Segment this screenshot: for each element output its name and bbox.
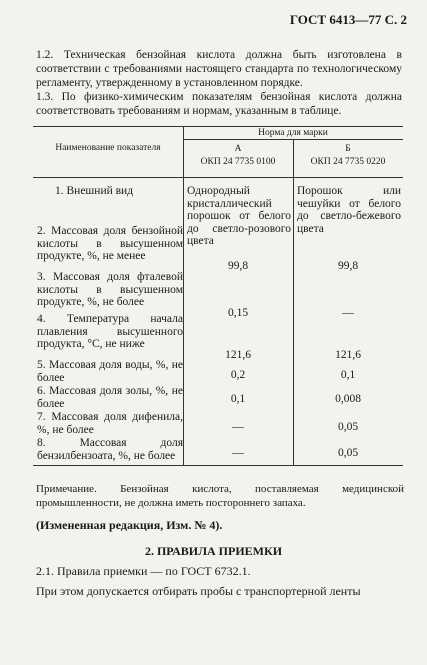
row-value-b: 0,05	[337, 421, 359, 433]
amendment-note: (Измененная редакция, Изм. № 4).	[36, 518, 223, 532]
row-value-b: 0,008	[335, 393, 361, 405]
row-name: 1. Внешний вид	[55, 185, 134, 197]
column-header-name: Наименование показателя	[55, 143, 161, 153]
properties-table	[33, 126, 403, 466]
table-note: Примечание. Бензойная кислота, поставляемая медицинской промышленности, не должна иметь постороннего запаха.	[36, 483, 404, 509]
row-name: 3. Массовая доля фталевой кислоты в высушенном продукте, %, не более	[37, 271, 183, 308]
row-name: 5. Массовая доля воды, %, не более	[37, 359, 183, 384]
grade-b-label: Б	[345, 144, 351, 154]
grade-a-okp: ОКП 24 7735 0100	[200, 157, 276, 167]
row-value-b: 121,6	[335, 349, 361, 361]
page-header: ГОСТ 6413—77 С. 2	[289, 12, 407, 27]
row-value-a: Однородный кристаллический порошок от белого до светло-розового цвета	[187, 185, 291, 247]
row-value-a: 121,6	[225, 349, 251, 361]
row-value-b: —	[342, 307, 354, 319]
row-value-a: 99,8	[227, 260, 249, 272]
grade-b-okp: ОКП 24 7735 0220	[310, 157, 386, 167]
grade-a-label: А	[234, 144, 242, 154]
row-name: 2. Массовая доля бензойной кислоты в высушенном продукте, %, не менее	[37, 225, 183, 262]
row-value-b: 0,05	[337, 447, 359, 459]
row-name: 8. Массовая доля бензилбензоата, %, не более	[37, 437, 183, 462]
row-name: 7. Массовая доля дифенила, %, не более	[37, 411, 183, 436]
row-value-a: 0,1	[230, 393, 246, 405]
row-name: 4. Температура начала плавления высушенного продукта, °С, не ниже	[37, 313, 183, 350]
paragraph-2-1-continued: При этом допускается отбирать пробы с транспортерной ленты	[36, 584, 361, 598]
row-value-a: 0,2	[230, 369, 246, 381]
paragraph-1-2: 1.2. Техническая бензойная кислота должна быть изготовлена в соответствии с требованиями настоящего стандарта по технологическому регламенту, утвержденному в установленном порядке.	[36, 49, 402, 89]
row-value-a: 0,15	[227, 307, 249, 319]
row-value-b: 0,1	[340, 369, 356, 381]
column-header-norm: Норма для марки	[258, 128, 328, 138]
row-value-a: —	[232, 421, 244, 433]
row-name: 6. Массовая доля золы, %, не более	[37, 385, 183, 410]
paragraph-1-3: 1.3. По физико-химическим показателям бензойная кислота должна соответствовать требованиям и нормам, указанным в таблице.	[36, 91, 402, 117]
paragraph-2-1: 2.1. Правила приемки — по ГОСТ 6732.1.	[36, 564, 251, 578]
section-title: 2. ПРАВИЛА ПРИЕМКИ	[144, 544, 283, 558]
row-value-b: 99,8	[337, 260, 359, 272]
row-value-b: Порошок или чешуйки от белого до светло-бежевого цвета	[297, 185, 401, 235]
row-value-a: —	[232, 447, 244, 459]
